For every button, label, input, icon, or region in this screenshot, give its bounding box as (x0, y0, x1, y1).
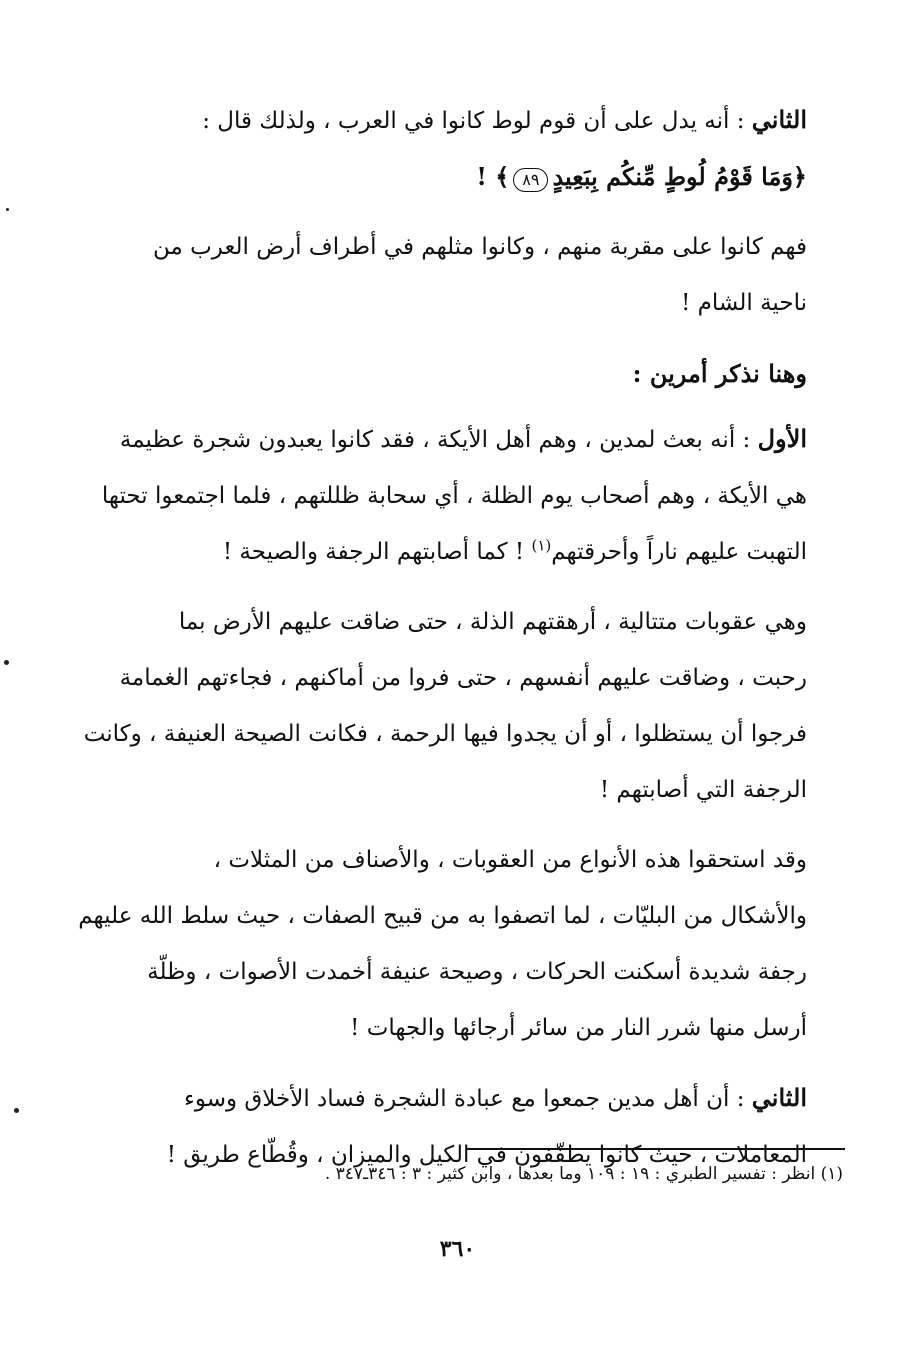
paragraph-3 (67, 411, 807, 580)
page-body (67, 92, 807, 1197)
text-line: ناحية الشام ! (681, 290, 807, 316)
footnote-divider (467, 1148, 845, 1150)
paragraph-4 (67, 594, 807, 818)
text-line: وقد استحقوا هذه الأنواع من العقوبات ، والأصناف من المثلات ، (213, 847, 807, 873)
scan-speck (6, 208, 9, 211)
lead-word: الأول (757, 424, 807, 453)
line-text: ! كما أصابتهم الرجفة والصيحة ! (222, 539, 532, 565)
text-line (67, 1070, 807, 1127)
scan-speck (14, 1108, 19, 1113)
verse-end: ﴾ ! (476, 162, 510, 191)
paragraph-1 (67, 92, 807, 205)
text-line: فرجوا أن يستظلوا ، أو أن يجدوا فيها الرحمة ، فكانت الصيحة العنيفة ، وكانت (83, 721, 807, 747)
section-heading: وهنا نذكر أمرين : (632, 359, 807, 388)
line-text: : أنه بعث لمدين ، وهم أهل الأيكة ، فقد كانوا يعبدون شجرة عظيمة (119, 427, 758, 453)
text-line: رحبت ، وضاقت عليهم أنفسهم ، حتى فروا من أماكنهم ، فجاءتهم الغمامة (119, 665, 807, 691)
scan-speck (4, 660, 9, 665)
verse-text: ﴿وَمَا قَوْمُ لُوطٍ مِّنكُم بِبَعِيدٍ (552, 162, 807, 191)
line-text: التهبت عليهم ناراً وأحرقتهم (551, 539, 807, 565)
verse-number-badge: ٨٩ (513, 168, 548, 192)
footnote: (١) انظر : تفسير الطبري : ١٩ : ١٠٩ وما بعدها ، وابن كثير : ٣ : ٣٤٦ـ٣٤٧ . (324, 1164, 843, 1184)
footnote-reference[interactable]: (١) (531, 536, 552, 555)
paragraph-2 (67, 219, 807, 331)
line-text: : أن أهل مدين جمعوا مع عبادة الشجرة فساد الأخلاق وسوء (184, 1086, 752, 1112)
text-line: أرسل منها شرر النار من سائر أرجائها والجهات ! (350, 1015, 807, 1041)
text-line (67, 92, 807, 149)
text-line: المعاملات ، حيث كانوا يطفّفون في الكيل والميزان ، وقُطّاع طريق ! (166, 1142, 807, 1168)
text-line: الرجفة التي أصابتهم ! (599, 777, 807, 803)
lead-word: الثاني (751, 1083, 807, 1112)
page-number: ٣٦٠ (439, 1236, 476, 1262)
text-line: هي الأيكة ، وهم أصحاب يوم الظلة ، أي سحابة ظللتهم ، فلما اجتمعوا تحتها (101, 483, 807, 509)
text-line (67, 524, 807, 580)
lead-word: الثاني (751, 105, 807, 134)
text-line: رجفة شديدة أسكنت الحركات ، وصيحة عنيفة أخمدت الأصوات ، وظلّة (147, 959, 807, 985)
paragraph-5 (67, 832, 807, 1056)
text-line: وهي عقوبات متتالية ، أرهقتهم الذلة ، حتى ضاقت عليهم الأرض بما (178, 609, 807, 635)
quran-verse (67, 149, 807, 205)
line-text: : أنه يدل على أن قوم لوط كانوا في العرب ، ولذلك قال : (202, 108, 752, 134)
text-line (67, 411, 807, 468)
text-line: والأشكال من البليّات ، لما اتصفوا به من قبيح الصفات ، حيث سلط الله عليهم (78, 903, 807, 929)
text-line: فهم كانوا على مقربة منهم ، وكانوا مثلهم في أطراف أرض العرب من (152, 234, 807, 260)
